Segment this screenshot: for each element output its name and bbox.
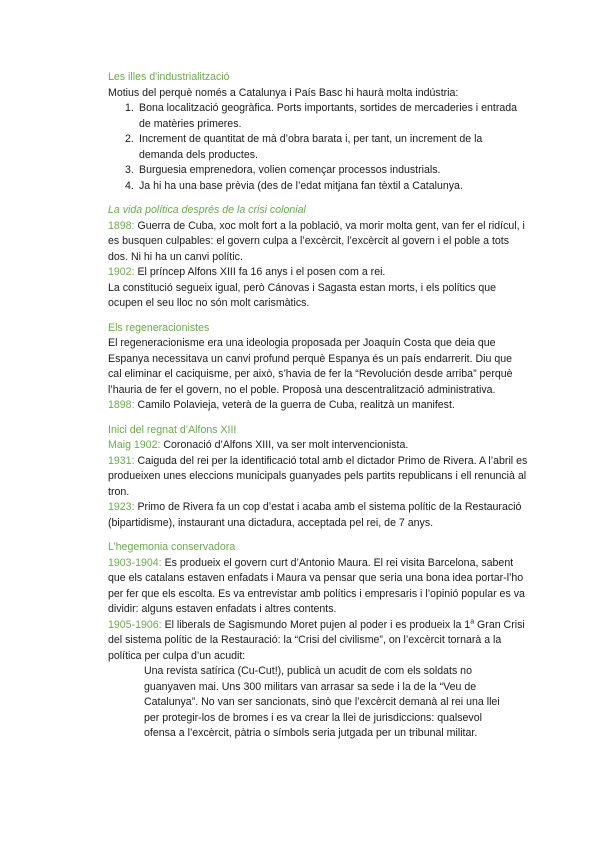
paragraph — [108, 265, 528, 281]
section-heading: Els regeneracionistes — [108, 321, 210, 334]
numbered-list — [108, 101, 528, 194]
paragraph: El regeneracionisme era una ideologia proposada per Joaquín Costa que deia que Espanya necessitava un canvi profund perquè Espanya és un país endarrerit. Diu que cal eliminar el caciquisme, per això, s’havia de fer la “Revolución desde arriba” perquè l’hauria de fer el govern, no el poble. Proposà una descentralització administrativa. — [108, 337, 513, 396]
indented-paragraph: Una revista satírica (Cu-Cut!), publicà un acudit de com els soldats no guanyaven mai. Uns 300 militars van arrasar sa sede i la de la “Veu de Catalunya”. No van ser sancionats, sinò que l’excèrcit demanà al rei una llei per protegir-los de bromes i es va crear la llei de jurisdiccions: qualsevol ofensa a l’excèrcit, pàtria o símbols seria jutgada per un tribunal militar. — [144, 665, 500, 739]
section-industrialization — [108, 70, 528, 194]
paragraph-text: Es produeix el govern curt d’Antonio Maura. El rei visita Barcelona, sabent que els catalans estaven enfadats i Maura va pensar que seria una bona idea portar-l’ho per fer que els escolta. Es va entrevistar amb polítics i empresaris i l’opinió popular es va dividir: alguns estaven enfadats i altres contents. — [108, 556, 525, 615]
list-number: 4. — [125, 179, 134, 192]
date-label: 1898: — [108, 399, 135, 411]
paragraph-text: Caiguda del rei per la identificació total amb el dictador Primo de Rivera. A l’abril es produeixen unes eleccions municipals guanyades pels partits republicans i ell renuncià al tron. — [108, 454, 528, 498]
list-number: 3. — [125, 164, 134, 176]
date-label: 1898: — [108, 219, 135, 232]
paragraph-text: Camilo Polavieja, veterà de la guerra de Cuba, realitzà un manifest. — [137, 399, 455, 411]
date-label: 1902: — [108, 266, 135, 278]
paragraph — [108, 556, 528, 618]
list-item — [108, 179, 528, 195]
list-number: 2. — [125, 133, 134, 145]
paragraph-text: Primo de Rivera fa un cop d’estat i acaba amb el sistema polític de la Restauració (bipartidisme), instaurant una dictadura, acceptada pel rei, de 7 anys. — [108, 501, 522, 529]
paragraph — [108, 398, 528, 414]
date-label: 1903-1904: — [108, 556, 162, 569]
document-page — [108, 70, 528, 751]
date-label: 1931: — [108, 454, 135, 467]
section-heading: Les illes d'industrialització — [108, 71, 230, 83]
section-heading: La vida política després de la crisi colonial — [108, 204, 306, 216]
list-text: Increment de quantitat de mà d’obra barata i, per tant, un increment de la demanda dels productes. — [139, 133, 483, 161]
date-label: Maig 1902: — [108, 439, 161, 451]
section-conservative-hegemony — [108, 540, 528, 742]
list-text: Ja hi ha una base prèvia (des de l’edat mitjana fan tèxtil a Catalunya. — [139, 179, 463, 192]
paragraph — [108, 618, 528, 665]
paragraph-text: Gran Crisi del sistema polític de la Restauració: la “Crisi del civilisme”, on l’excèrcit tornarà a la política per culpa d’un acudit: — [108, 618, 525, 662]
date-label: 1923: — [108, 501, 135, 513]
list-text: Burguesia emprenedora, volien començar processos industrials. — [139, 164, 441, 176]
paragraph: Motius del perquè només a Catalunya i País Basc hi haurà molta indústria: — [108, 86, 459, 99]
superscript: a — [470, 617, 475, 625]
list-item — [108, 132, 528, 163]
list-item — [108, 163, 528, 179]
paragraph-text: El liberals de Sagismundo Moret pujen al poder i es produeix la 1 — [164, 618, 471, 631]
section-political-life — [108, 203, 528, 312]
list-text: Bona localització geogràfica. Ports importants, sortides de mercaderies i entrada de matèries primeres. — [139, 102, 518, 130]
paragraph-text: Coronació d’Alfons XIII, va ser molt intervencionista. — [163, 439, 409, 451]
section-alfons-reign — [108, 423, 528, 532]
list-number: 1. — [125, 102, 134, 114]
section-heading: Inici del regnat d’Alfons XIII — [108, 423, 237, 436]
paragraph-text: Guerra de Cuba, xoc molt fort a la població, va morir molta gent, van fer el ridícul, i es busquen culpables: el govern culpa a l’excèrcit, l’excèrcit al govern i el poble a tots dos. Ni hi ha un canvi polític. — [108, 219, 525, 263]
paragraph: La constitució segueix igual, però Cánovas i Sagasta estan morts, i els polítics que ocupen el seu lloc no són molt carismàtics. — [108, 281, 497, 309]
list-item — [108, 101, 528, 132]
section-heading: L’hegemonia conservadora — [108, 541, 236, 553]
paragraph — [108, 454, 528, 501]
paragraph — [108, 438, 528, 454]
paragraph-text: El príncep Alfons XIII fa 16 anys i el posen com a rei. — [137, 266, 386, 278]
date-label: 1905-1906: — [108, 618, 162, 631]
paragraph — [108, 219, 528, 266]
paragraph — [108, 500, 528, 531]
section-regenerationists — [108, 321, 528, 414]
